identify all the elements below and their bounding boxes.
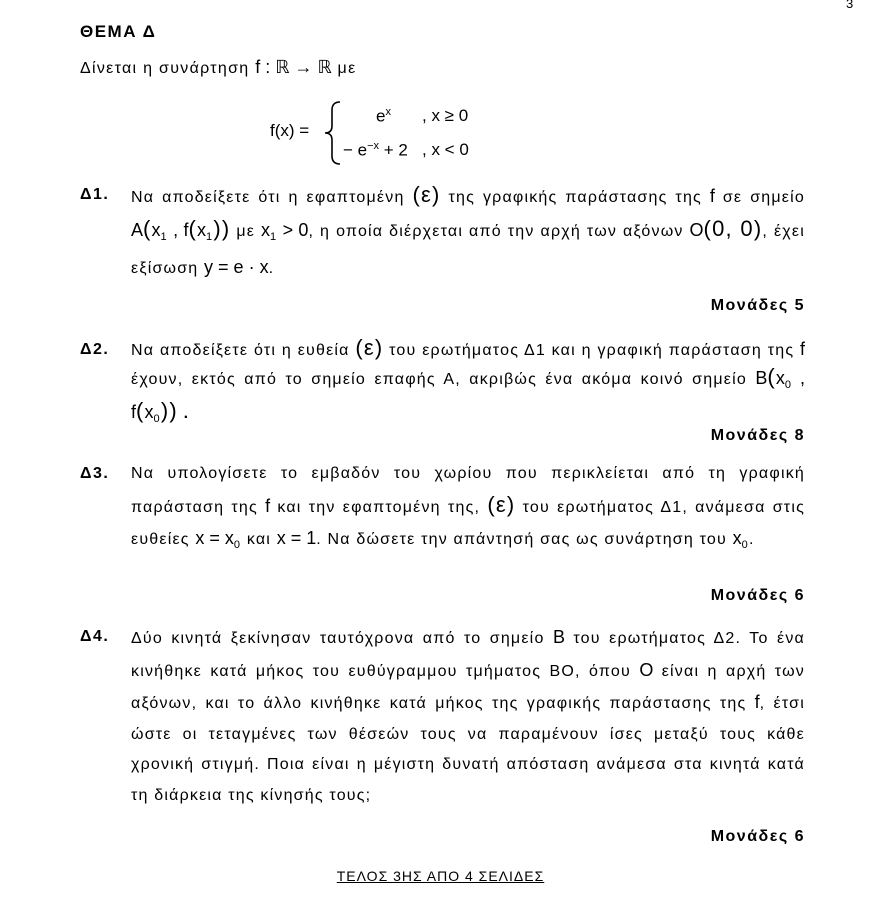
units-d4: Μονάδες 6	[710, 828, 805, 845]
intro-text	[80, 57, 357, 78]
case1-condition: , x ≥ 0	[422, 106, 469, 125]
question-text: Να αποδείξετε ότι η ευθεία (ε) του ερωτήματος Δ1 και η γραφική παράσταση της f έχουν, εκτός από το σημείο επαφής Α, ακριβώς ένα ακόμα κοινό σημείο $B(x_0$ , $f(x_0)$) .	[131, 335, 805, 426]
units-d1: Μονάδες 5	[710, 297, 805, 314]
function-mapping: f : ℝ → ℝ	[255, 57, 332, 77]
question-text: Να υπολογίσετε το εμβαδόν του χωρίου που περικλείεται από τη γραφική παράσταση της f και την εφαπτομένη της, (ε) του ερωτήματος Δ1, ανάμεσα στις ευθείες $x = x_0$ και x = 1. Να δώσετε την απάντησή σας ως συνάρτηση του $x_0$.	[131, 465, 805, 552]
case2-condition: , x < 0	[422, 140, 469, 159]
intro-label: Δίνεται η συνάρτηση	[80, 60, 250, 77]
question-label: Δ1.	[80, 186, 110, 203]
page-footer: ΤΕΛΟΣ 3ΗΣ ΑΠΟ 4 ΣΕΛΙΔΕΣ	[336, 868, 545, 884]
question-label: Δ2.	[80, 341, 110, 358]
question-text: Να αποδείξετε ότι η εφαπτομένη (ε) της γραφικής παράστασης της f σε σημείο $A(x_1$ , $f(x_1)$) με $x_1 > 0$, η οποία διέρχεται από την αρχή των αξόνων O(0, 0), έχει εξίσωση y = e · x.	[131, 182, 805, 278]
question-label: Δ3.	[80, 465, 110, 482]
case2-expression: − $e^{-x} + 2$	[343, 140, 408, 160]
intro-suffix: με	[337, 60, 357, 77]
units-d3: Μονάδες 6	[710, 587, 805, 604]
units-d2: Μονάδες 8	[710, 427, 805, 444]
case1-expression: $e^x$	[376, 106, 391, 126]
left-brace-icon	[322, 100, 344, 166]
page-title: ΘΕΜΑ Δ	[80, 22, 157, 41]
page-mark: 3	[846, 0, 854, 11]
question-text: Δύο κινητά ξεκίνησαν ταυτόχρονα από το σημείο B του ερωτήματος Δ2. Το ένα κινήθηκε κατά μήκος του ευθύγραμμου τμήματος ΒΟ, όπου O είναι η αρχή των αξόνων, και το άλλο κινήθηκε κατά μήκος της γραφικής παράστασης της f, έτσι ώστε οι τεταγμένες των θέσεών τους να παραμένουν ίσες μεταξύ τους κάθε χρονική στιγμή. Ποια είναι η μέγιστη δυνατή απόσταση ανάμεσα στα κινητά κατά τη διάρκεια της κίνησής τους;	[131, 627, 805, 804]
function-lhs: f(x) =	[270, 121, 310, 140]
question-label: Δ4.	[80, 628, 110, 645]
function-definition	[270, 100, 510, 170]
